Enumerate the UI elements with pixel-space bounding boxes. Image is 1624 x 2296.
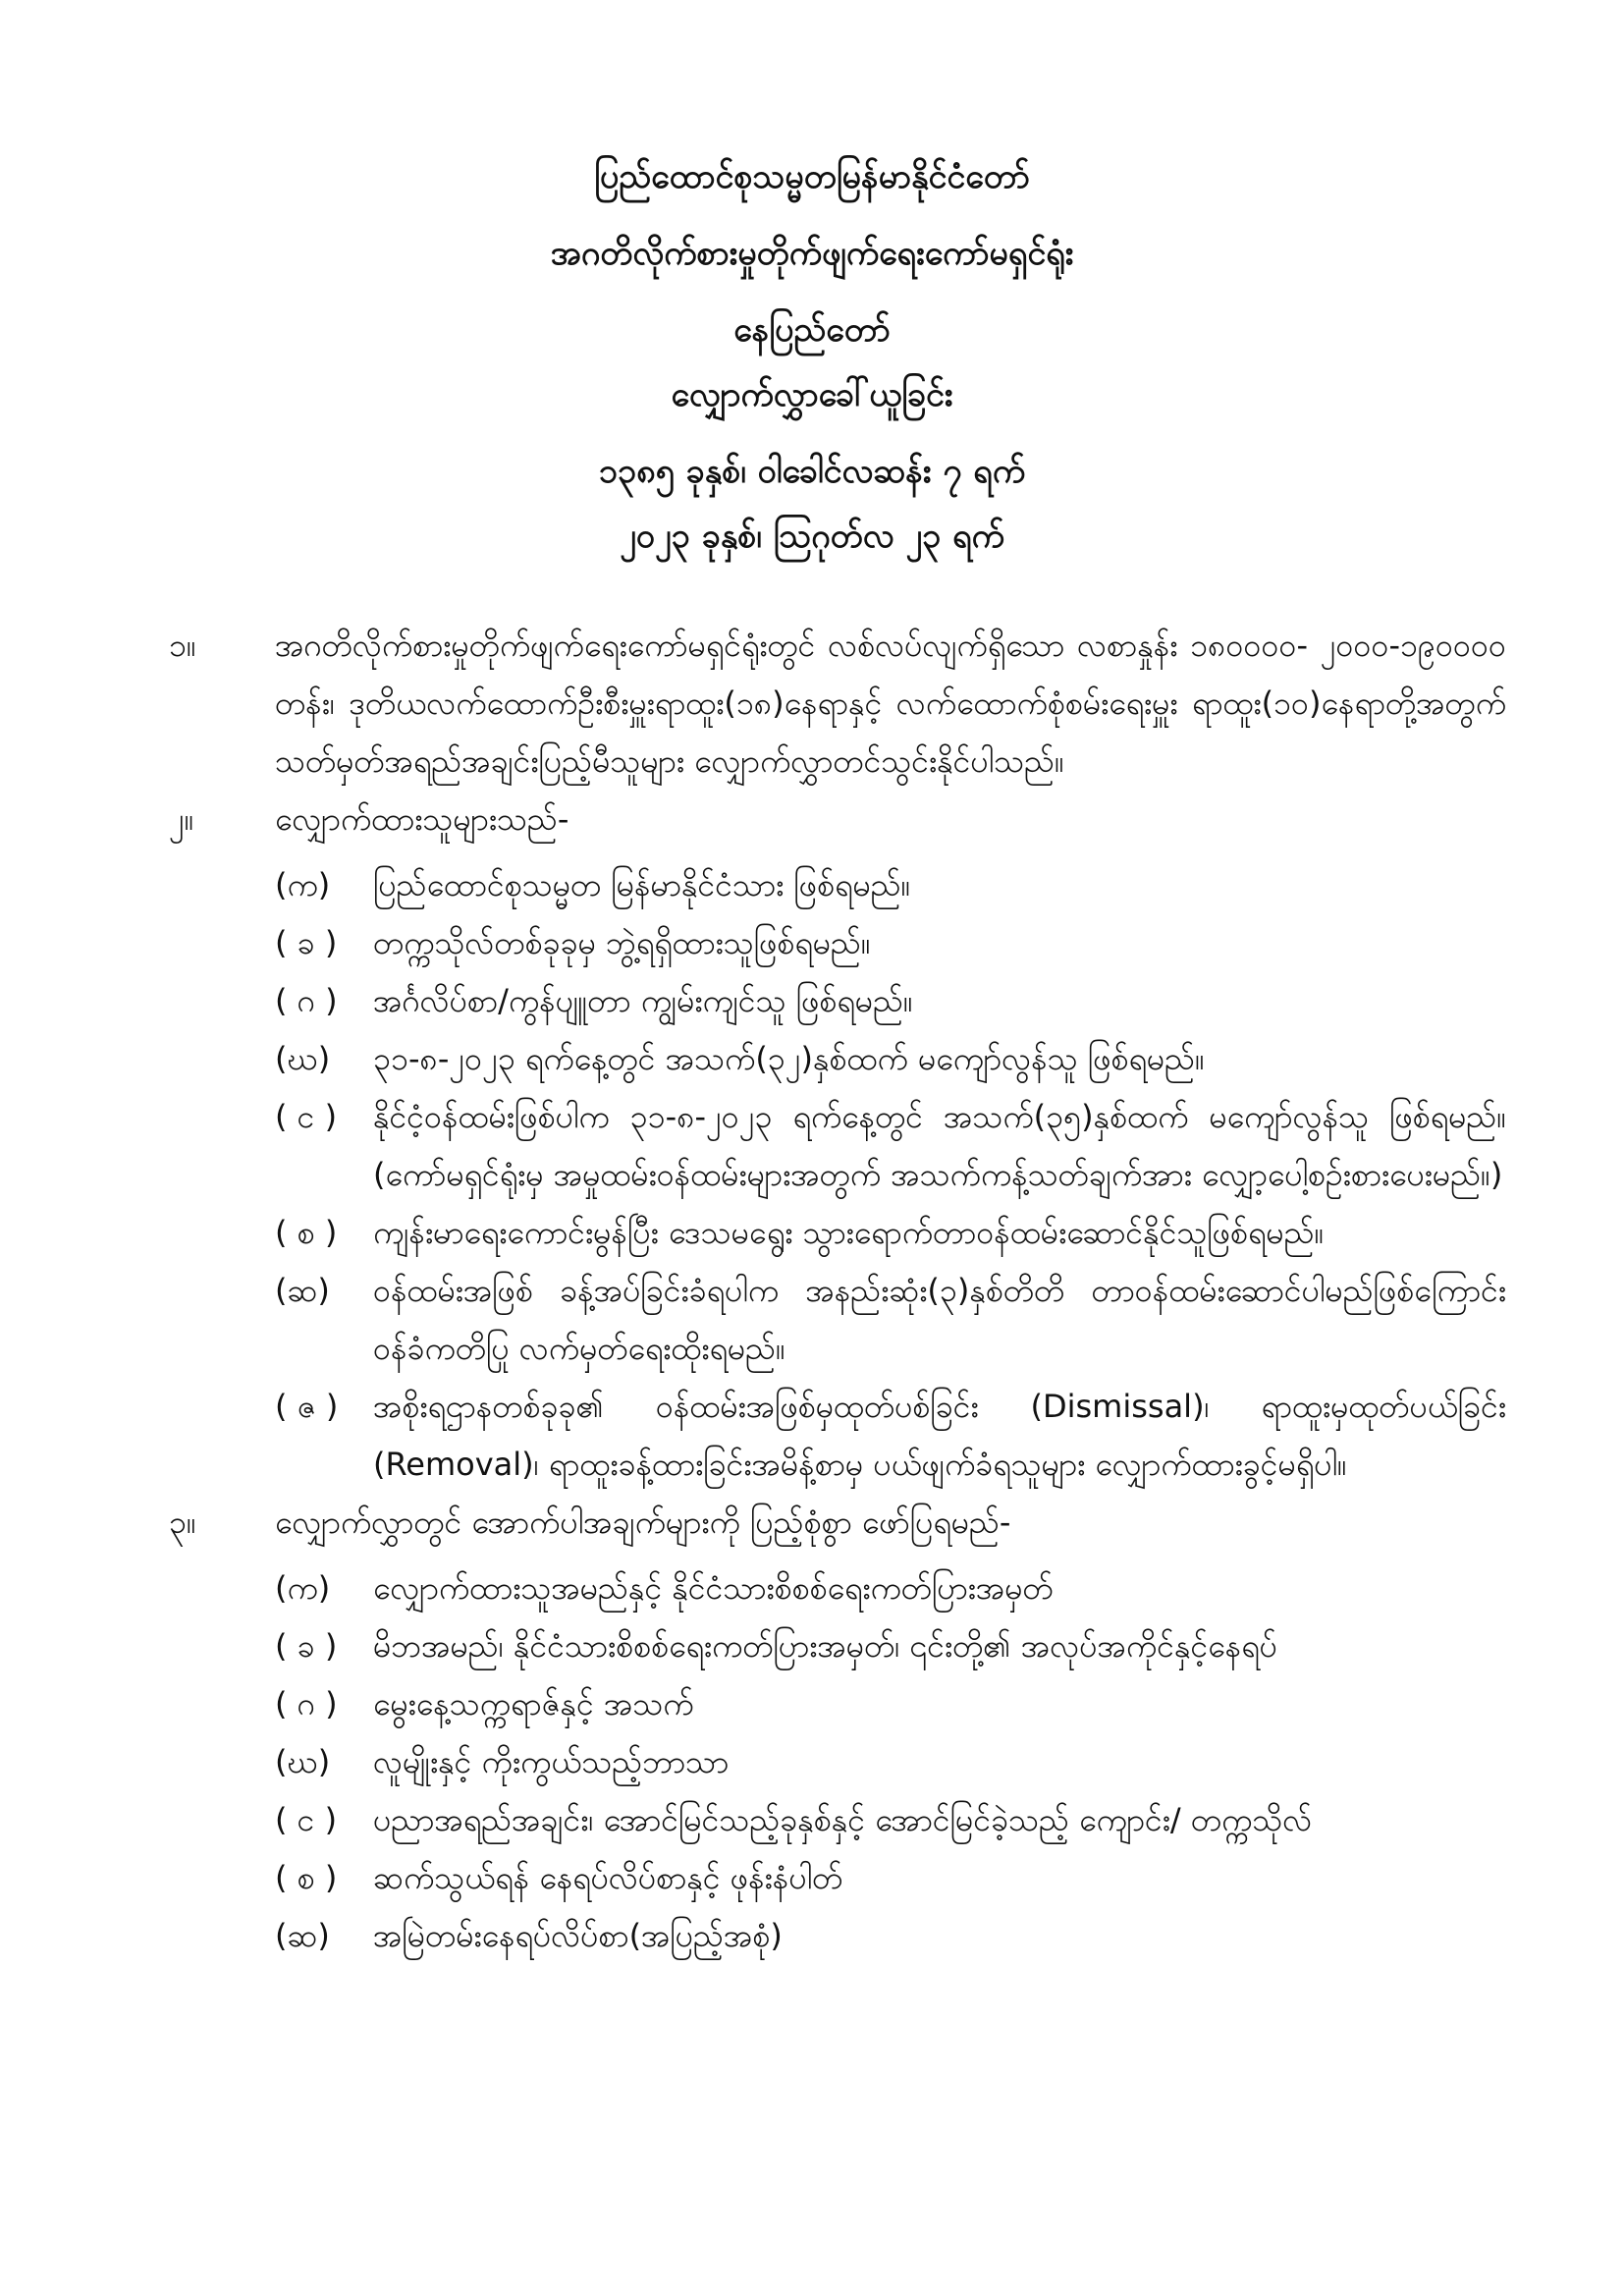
item-text: မွေးနေ့သက္ကရာဇ်နှင့် အသက် [373, 1685, 694, 1722]
header-city: နေပြည်တော် [733, 310, 891, 350]
item-marker: (က) [275, 1569, 331, 1607]
item-marker: (ဃ) [275, 1040, 331, 1077]
item-marker: ( င ) [275, 1098, 338, 1135]
item-text: အမြဲတမ်းနေရပ်လိပ်စာ(အပြည့်အစုံ) [373, 1917, 783, 1954]
item-text: လူမျိုးနှင့် ကိုးကွယ်သည့်ဘာသာ [373, 1743, 730, 1780]
item-marker: ( ခ ) [275, 1627, 338, 1665]
item-text: ပြည်ထောင်စုသမ္မတ မြန်မာနိုင်ငံသား ဖြစ်ရမည်။ [373, 866, 911, 903]
item-text: ဝန်ထမ်းအဖြစ် ခန့်အပ်ခြင်းခံရပါက အနည်းဆုံး(၃)နှစ်တိတိ တာဝန်ထမ်းဆောင်ပါမည်ဖြစ်ကြောင်း ဝန်ခံကတိပြု လက်မှတ်ရေးထိုးရမည်။ [373, 1272, 1506, 1367]
list-item [169, 1791, 1506, 1849]
list-item [169, 1675, 1506, 1733]
document-body [169, 617, 1506, 1965]
list-item [169, 972, 1506, 1030]
list-item [169, 914, 1506, 972]
list-item [169, 1849, 1506, 1907]
section-1 [169, 617, 1506, 791]
item-text: တက္ကသိုလ်တစ်ခုခုမှ ဘွဲ့ရရှိထားသူဖြစ်ရမည်။ [373, 924, 871, 961]
list-item [169, 1204, 1506, 1262]
item-text: ဆက်သွယ်ရန် နေရပ်လိပ်စာနှင့် ဖုန်းနံပါတ် [373, 1859, 843, 1896]
list-item [169, 1733, 1506, 1791]
item-text: ၃၁-၈-၂၀၂၃ ရက်နေ့တွင် အသက်(၃၂)နှစ်ထက် မကျော်လွန်သူ ဖြစ်ရမည်။ [373, 1040, 1205, 1077]
section-number: ၃။ [169, 1503, 196, 1541]
item-text: မိဘအမည်၊ နိုင်ငံသားစိစစ်ရေးကတ်ပြားအမှတ်၊ ၎င်းတို့၏ အလုပ်အကိုင်နှင့်နေရပ် [373, 1627, 1277, 1665]
item-marker: (ဆ) [275, 1272, 330, 1309]
item-marker: ( စ ) [275, 1859, 338, 1896]
list-item [169, 856, 1506, 914]
section-3 [169, 1494, 1506, 1552]
item-text: အင်္ဂလိပ်စာ/ကွန်ပျူတာ ကျွမ်းကျင်သူ ဖြစ်ရမည်။ [373, 982, 913, 1019]
item-text: ကျန်းမာရေးကောင်းမွန်ပြီး ဒေသမရွေး သွားရောက်တာဝန်ထမ်းဆောင်နိုင်သူဖြစ်ရမည်။ [373, 1214, 1325, 1251]
item-text: လျှောက်ထားသူအမည်နှင့် နိုင်ငံသားစိစစ်ရေးကတ်ပြားအမှတ် [373, 1569, 1054, 1607]
item-marker: ( င ) [275, 1801, 338, 1838]
list-item [169, 1262, 1506, 1378]
header-date-gregorian: ၂၀၂၃ ခုနှစ်၊ ဩဂုတ်လ ၂၃ ရက် [620, 517, 1004, 556]
item-marker: ( ဂ ) [275, 1685, 338, 1722]
item-text: ပညာအရည်အချင်း၊ အောင်မြင်သည့်ခုနှစ်နှင့် အောင်မြင်ခဲ့သည့် ကျောင်း/ တက္ကသိုလ် [373, 1801, 1313, 1838]
item-marker: ( ဂ ) [275, 982, 338, 1019]
section-2 [169, 791, 1506, 848]
item-text: နိုင်ငံ့ဝန်ထမ်းဖြစ်ပါက ၃၁-၈-၂၀၂၃ ရက်နေ့တွင် အသက်(၃၅)နှစ်ထက် မကျော်လွန်သူ ဖြစ်ရမည်။ (ကော်မရှင်ရုံးမှ အမှုထမ်းဝန်ထမ်းများအတွက် အသက်ကန့်သတ်ချက်အား လျှော့ပေါ့စဉ်းစားပေးမည်။) [373, 1098, 1506, 1193]
section-number: ၂။ [169, 800, 194, 838]
section-number: ၁။ [169, 627, 196, 664]
item-marker: ( စ ) [275, 1214, 338, 1251]
header-date-myanmar: ၁၃၈၅ ခုနှစ်၊ ဝါခေါင်လဆန်း ၇ ရက် [598, 452, 1026, 491]
item-marker: (ဃ) [275, 1743, 331, 1780]
item-marker: (ဆ) [275, 1917, 330, 1954]
header-country: ပြည်ထောင်စုသမ္မတမြန်မာနိုင်ငံတော် [594, 157, 1030, 196]
list-item [169, 1378, 1506, 1494]
list-item [169, 1617, 1506, 1675]
list-item [169, 1907, 1506, 1965]
item-marker: ( ဇ ) [275, 1388, 339, 1425]
item-text: အစိုးရဌာနတစ်ခုခု၏ ဝန်ထမ်းအဖြစ်မှထုတ်ပစ်ခြင်း (Dismissal)၊ ရာထူးမှထုတ်ပယ်ခြင်း (Removal)၊ ရာထူးခန့်ထားခြင်းအမိန့်စာမှ ပယ်ဖျက်ခံရသူများ လျှောက်ထားခွင့်မရှိပါ။ [373, 1388, 1506, 1483]
document-header [0, 157, 1624, 593]
header-title: လျှောက်လွှာခေါ်ယူခြင်း [671, 375, 953, 414]
list-item [169, 1088, 1506, 1204]
item-marker: (က) [275, 866, 331, 903]
section-text: အဂတိလိုက်စားမှုတိုက်ဖျက်ရေးကော်မရှင်ရုံးတွင် လစ်လပ်လျက်ရှိသော လစာနှုန်း ၁၈၀၀၀၀- ၂၀၀၀-၁၉၀၀၀၀ တန်း၊ ဒုတိယလက်ထောက်ဦးစီးမှူးရာထူး(၁၈)နေရာနှင့် လက်ထောက်စုံစမ်းရေးမှူး ရာထူး(၁၀)နေရာတို့အတွက် သတ်မှတ်အရည်အချင်းပြည့်မီသူများ လျှောက်လွှာတင်သွင်းနိုင်ပါသည်။ [275, 627, 1506, 780]
item-marker: ( ခ ) [275, 924, 338, 961]
header-office: အဂတိလိုက်စားမှုတိုက်ဖျက်ရေးကော်မရှင်ရုံး [550, 234, 1074, 273]
section-text: လျှောက်လွှာတွင် အောက်ပါအချက်များကို ပြည့်စုံစွာ ဖော်ပြရမည်- [275, 1503, 1011, 1541]
list-item [169, 1030, 1506, 1088]
section-text: လျှောက်ထားသူများသည်- [275, 800, 569, 838]
list-item [169, 1559, 1506, 1617]
